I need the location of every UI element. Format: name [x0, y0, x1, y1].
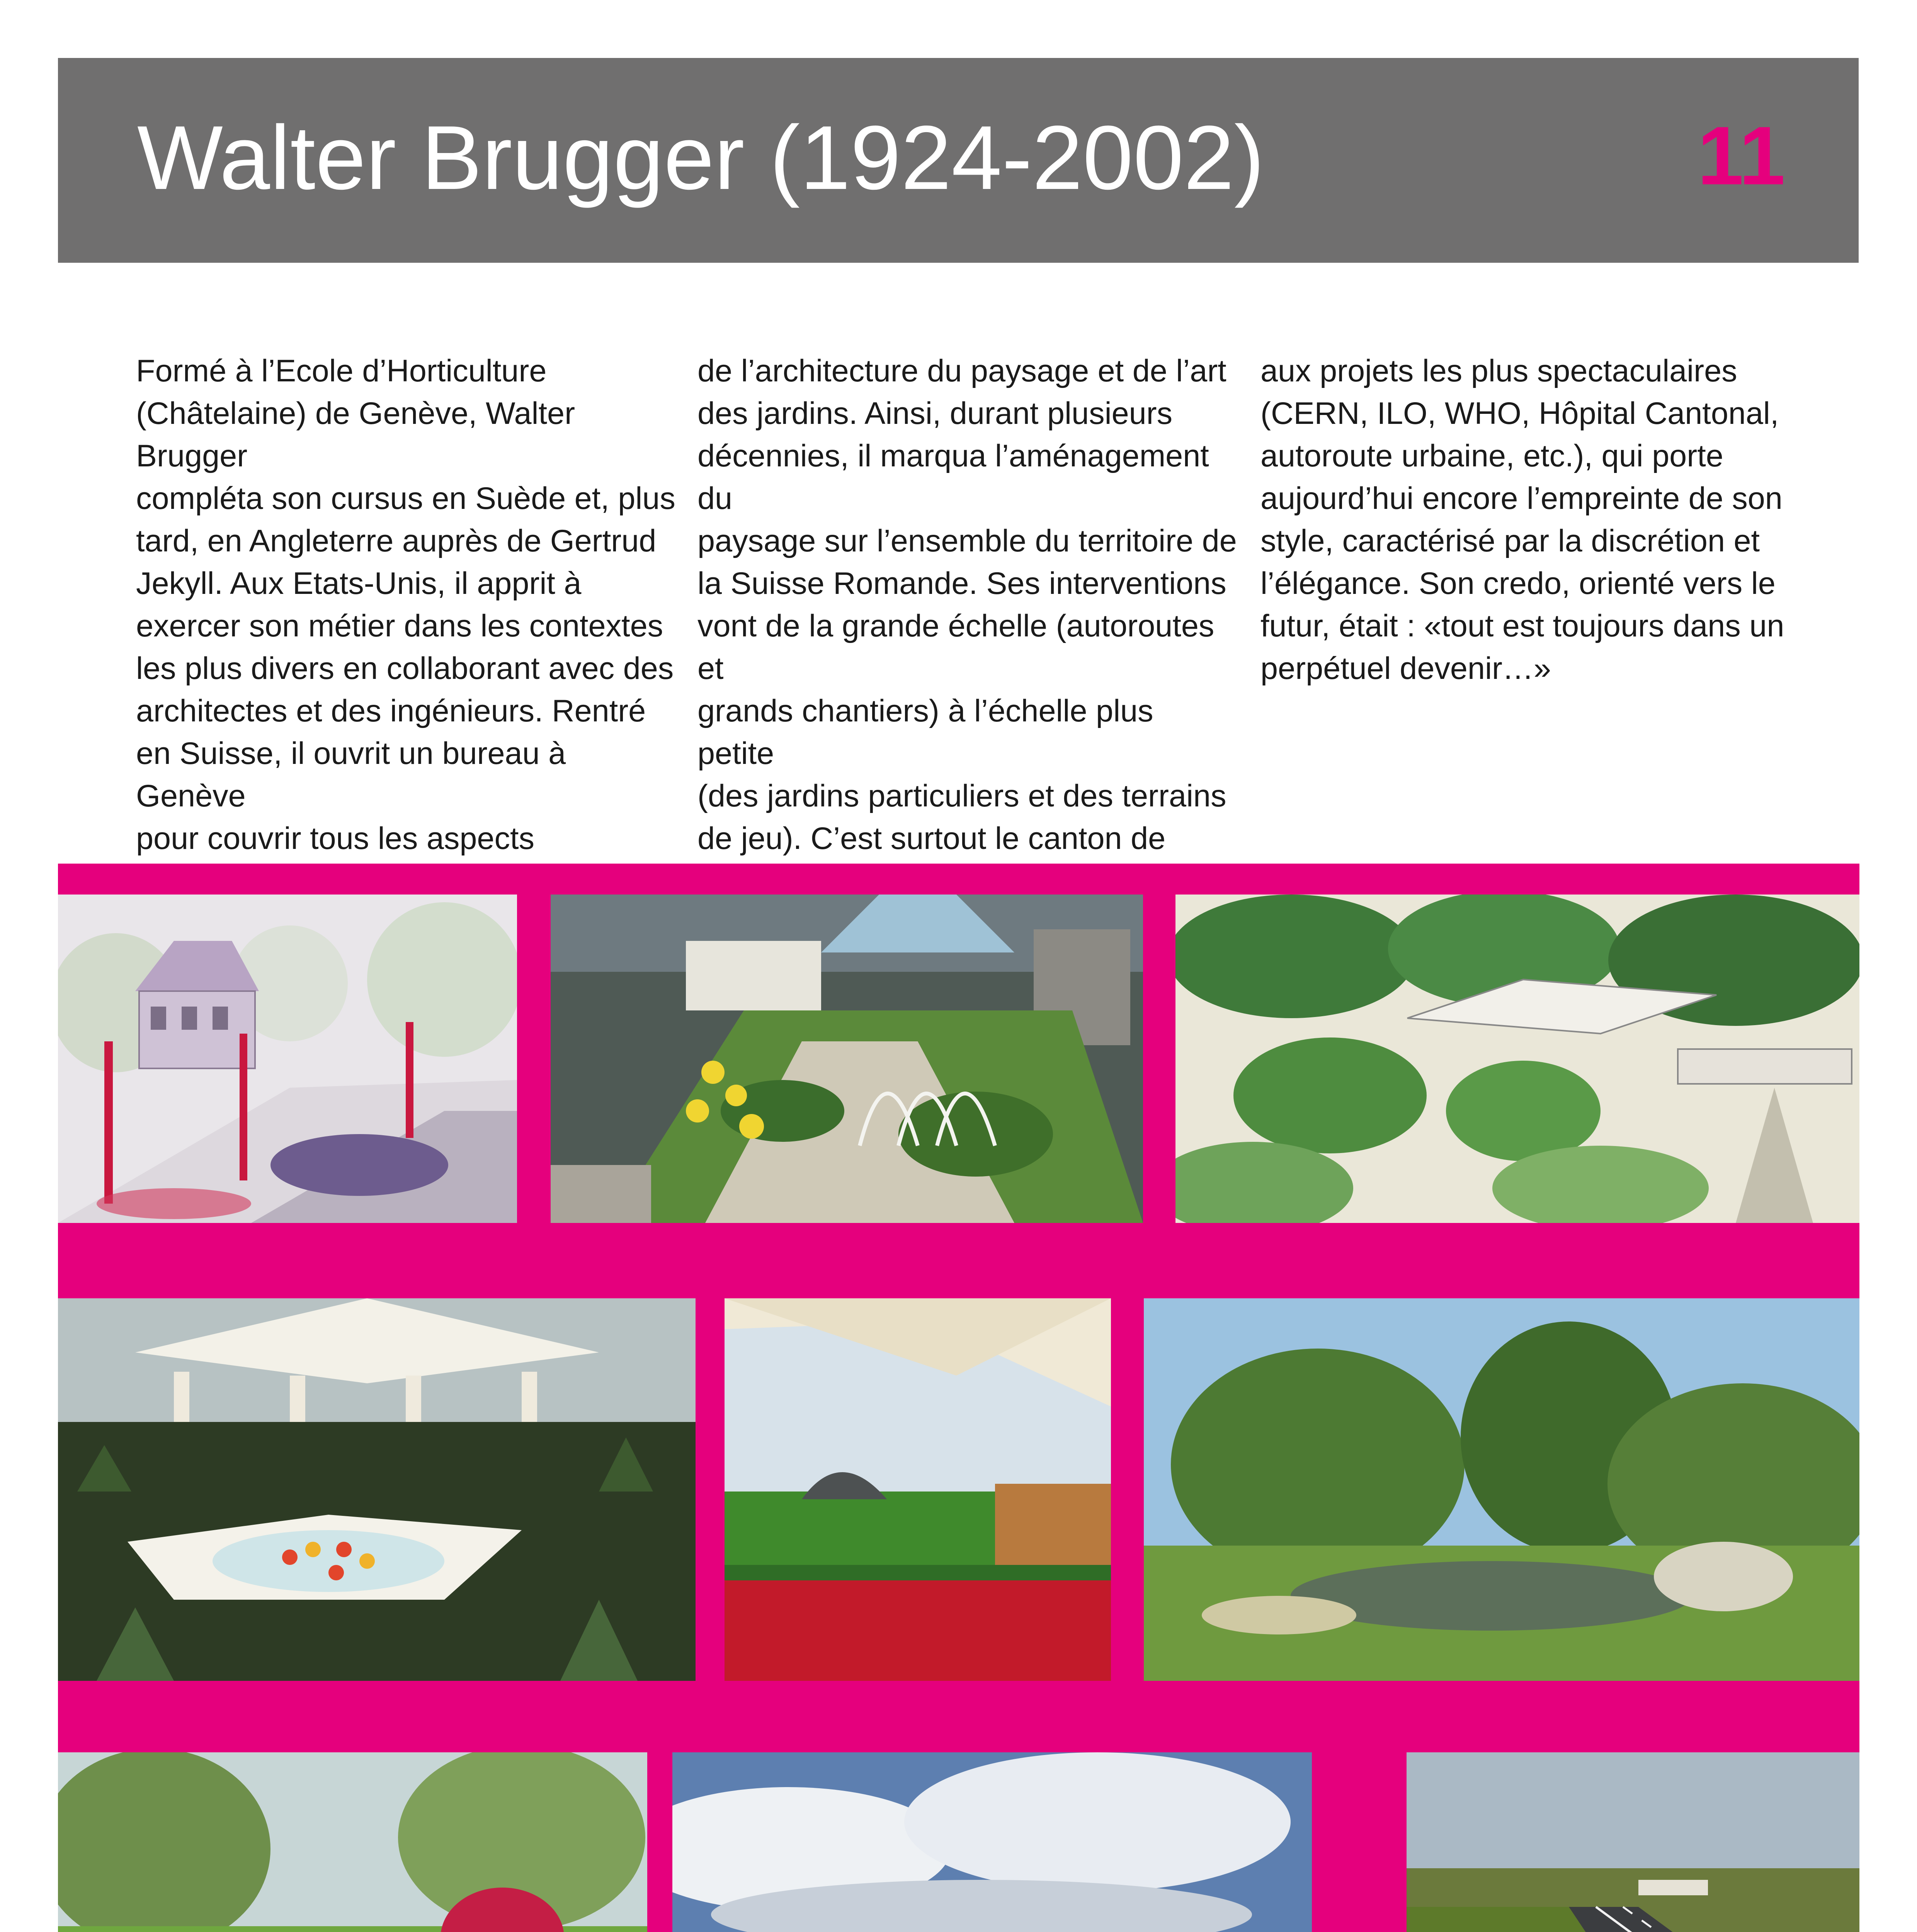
- text-line: exercer son métier dans les contextes: [136, 609, 663, 643]
- text-line: pour couvrir tous les aspects: [136, 821, 534, 856]
- text-line: (CERN, ILO, WHO, Hôpital Cantonal,: [1260, 396, 1779, 431]
- photo-7-hermance-garden: [1144, 1298, 1859, 1681]
- intro-column-2: [697, 350, 1238, 902]
- intro-column-3: [1260, 350, 1801, 690]
- text-line: vont de la grande échelle (autoroutes et: [697, 609, 1214, 686]
- photo-9-autoroute: [1407, 1752, 1859, 1932]
- text-line: Jekyll. Aux Etats-Unis, il apprit à: [136, 566, 582, 601]
- text-line: Formé à l’Ecole d’Horticulture: [136, 354, 547, 388]
- text-line: en Suisse, il ouvrit un bureau à Genève: [136, 736, 566, 813]
- panel-number: 11: [1697, 109, 1785, 202]
- text-line: perpétuel devenir…»: [1260, 651, 1551, 686]
- text-line: autoroute urbaine, etc.), qui porte: [1260, 439, 1723, 473]
- text-line: aux projets les plus spectaculaires: [1260, 354, 1737, 388]
- text-line: (Châtelaine) de Genève, Walter Brugger: [136, 396, 575, 473]
- text-line: paysage sur l’ensemble du territoire de: [697, 524, 1237, 558]
- text-line: de l’architecture du paysage et de l’art: [697, 354, 1226, 388]
- photo-6-lullier: [725, 1298, 1111, 1681]
- photo-3-minoprio-painting: [1175, 895, 1859, 1223]
- text-line: style, caractérisé par la discrétion et: [1260, 524, 1760, 558]
- text-line: l’élégance. Son credo, orienté vers le: [1260, 566, 1776, 601]
- photo-8-bit-autumn: [672, 1752, 1312, 1932]
- photo-1-tilleraie-drawing: [58, 895, 517, 1223]
- text-line: compléta son cursus en Suède et, plus: [136, 481, 675, 516]
- text-line: tard, en Angleterre auprès de Gertrud: [136, 524, 657, 558]
- photo-grid: [58, 864, 1859, 1932]
- text-line: de jeu). C’est surtout le canton de: [697, 821, 1166, 856]
- photo-7b-pond-garden: [58, 1752, 647, 1932]
- text-line: futur, était : «tout est toujours dans un: [1260, 609, 1784, 643]
- page-title: Walter Brugger (1924-2002): [137, 107, 1265, 208]
- text-line: (des jardins particuliers et des terrains: [697, 779, 1226, 813]
- text-line: décennies, il marqua l’aménagement du: [697, 439, 1209, 516]
- photo-5-expo64: [58, 1298, 696, 1681]
- text-line: des jardins. Ainsi, durant plusieurs: [697, 396, 1173, 431]
- text-line: aujourd’hui encore l’empreinte de son: [1260, 481, 1783, 516]
- text-line: les plus divers en collaborant avec des: [136, 651, 674, 686]
- text-line: architectes et des ingénieurs. Rentré: [136, 694, 646, 728]
- intro-column-1: [136, 350, 677, 860]
- title-banner: [58, 58, 1859, 263]
- intro-text: [0, 350, 1917, 856]
- text-line: la Suisse Romande. Ses interventions: [697, 566, 1226, 601]
- photo-2-roof-garden: [551, 895, 1143, 1223]
- text-line: grands chantiers) à l’échelle plus petite: [697, 694, 1153, 771]
